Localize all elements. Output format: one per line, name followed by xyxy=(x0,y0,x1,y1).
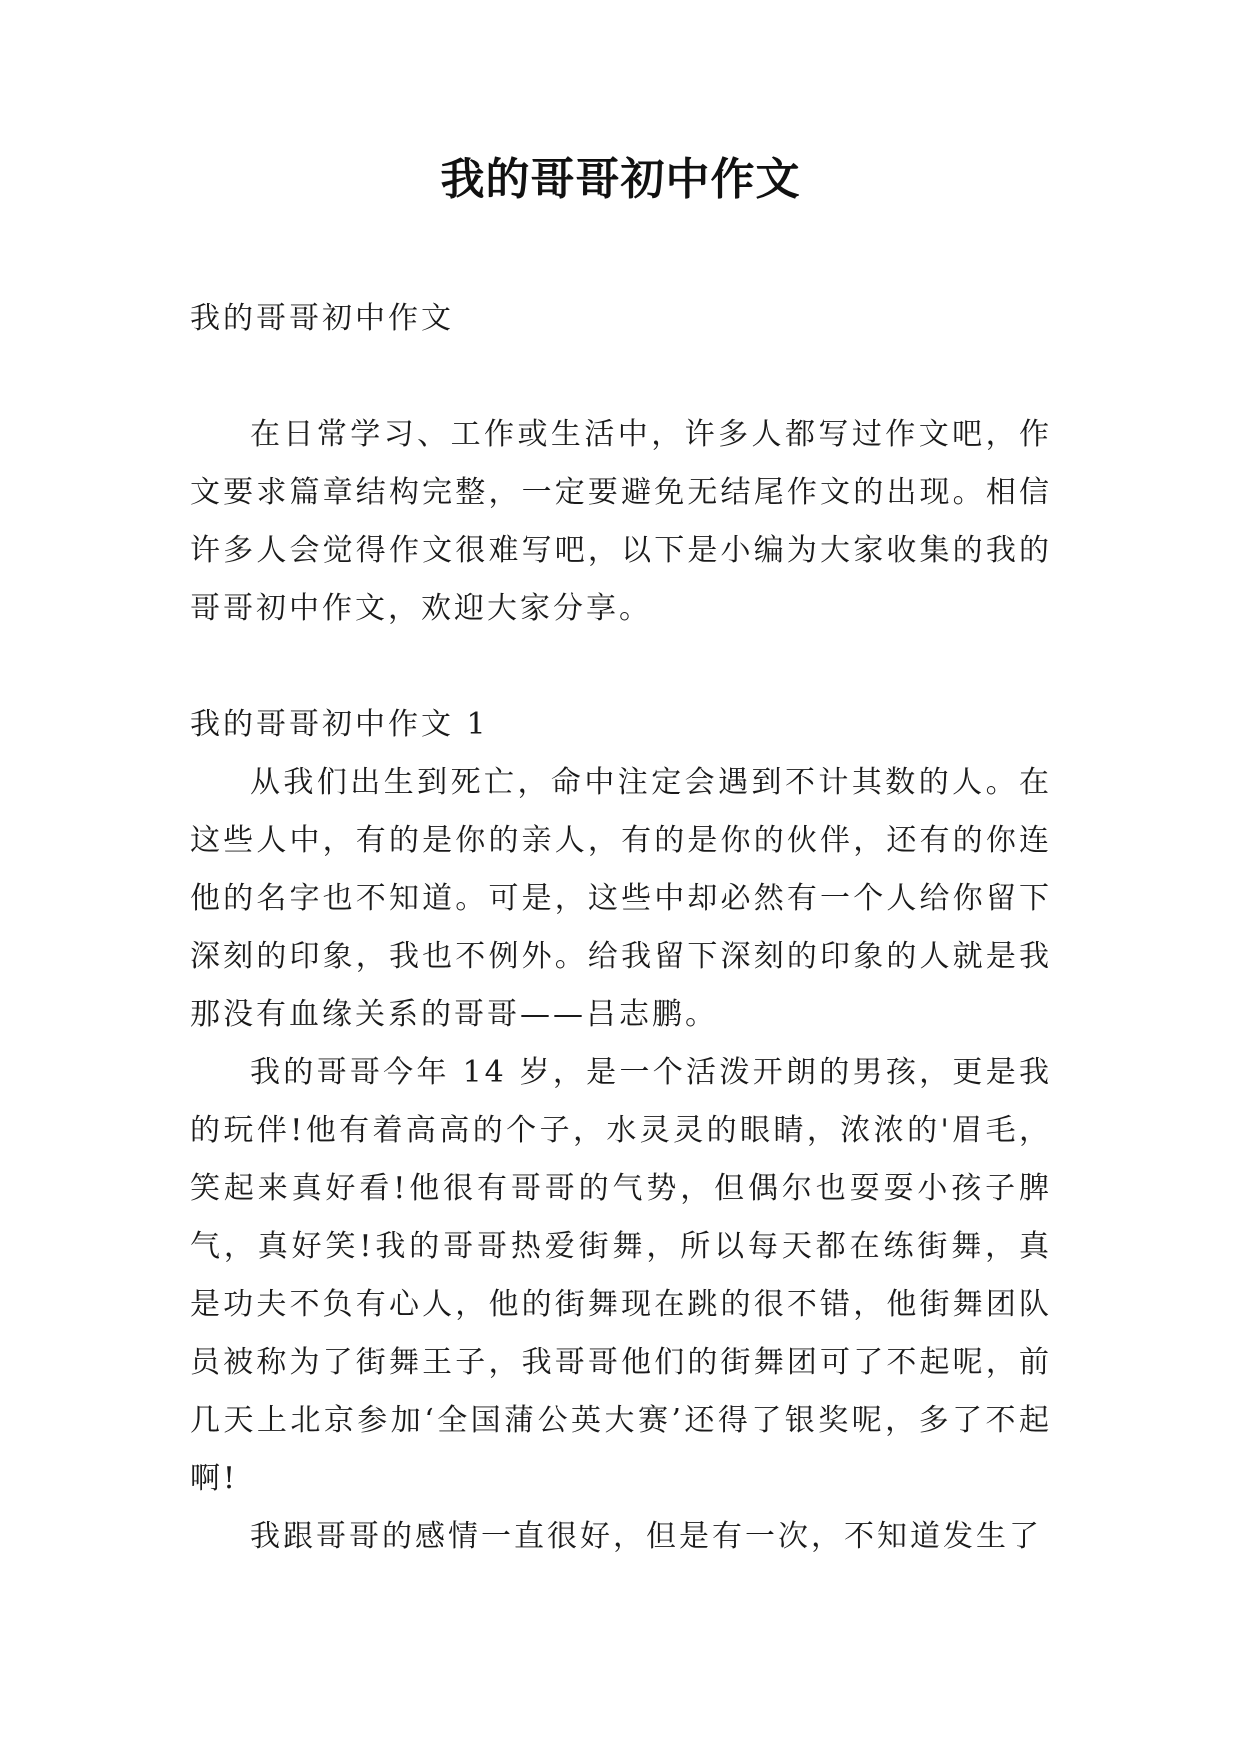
body-paragraph-3: 我跟哥哥的感情一直很好，但是有一次，不知道发生了 xyxy=(250,1519,1042,1554)
section-title: 我的哥哥初中作文 1 xyxy=(190,707,489,742)
intro-paragraph: 在日常学习、工作或生活中，许多人都写过作文吧，作文要求篇章结构完整，一定要避免无结尾作文的出现。相信许多人会觉得作文很难写吧，以下是小编为大家收集的我的哥哥初中作文，欢迎大家分享。 xyxy=(190,417,1052,626)
body-paragraph-1: 从我们出生到死亡，命中注定会遇到不计其数的人。在这些人中，有的是你的亲人，有的是你的伙伴，还有的你连他的名字也不知道。可是，这些中却必然有一个人给你留下深刻的印象，我也不例外。给我留下深刻的印象的人就是我那没有血缘关系的哥哥——吕志鹏。 xyxy=(190,765,1052,1032)
document-subtitle: 我的哥哥初中作文 xyxy=(190,301,454,336)
body-paragraph-2: 我的哥哥今年 14 岁，是一个活泼开朗的男孩，更是我的玩伴!他有着高高的个子，水灵灵的眼睛，浓浓的'眉毛，笑起来真好看!他很有哥哥的气势，但偶尔也耍耍小孩子脾气，真好笑!我的哥哥热爱街舞，所以每天都在练街舞，真是功夫不负有心人，他的街舞现在跳的很不错，他街舞团队员被称为了街舞王子，我哥哥他们的街舞团可了不起呢，前几天上北京参加‘全国蒲公英大赛’还得了银奖呢，多了不起啊! xyxy=(190,1055,1052,1496)
document-title: 我的哥哥初中作文 xyxy=(440,154,801,205)
document-body xyxy=(190,290,1052,1566)
